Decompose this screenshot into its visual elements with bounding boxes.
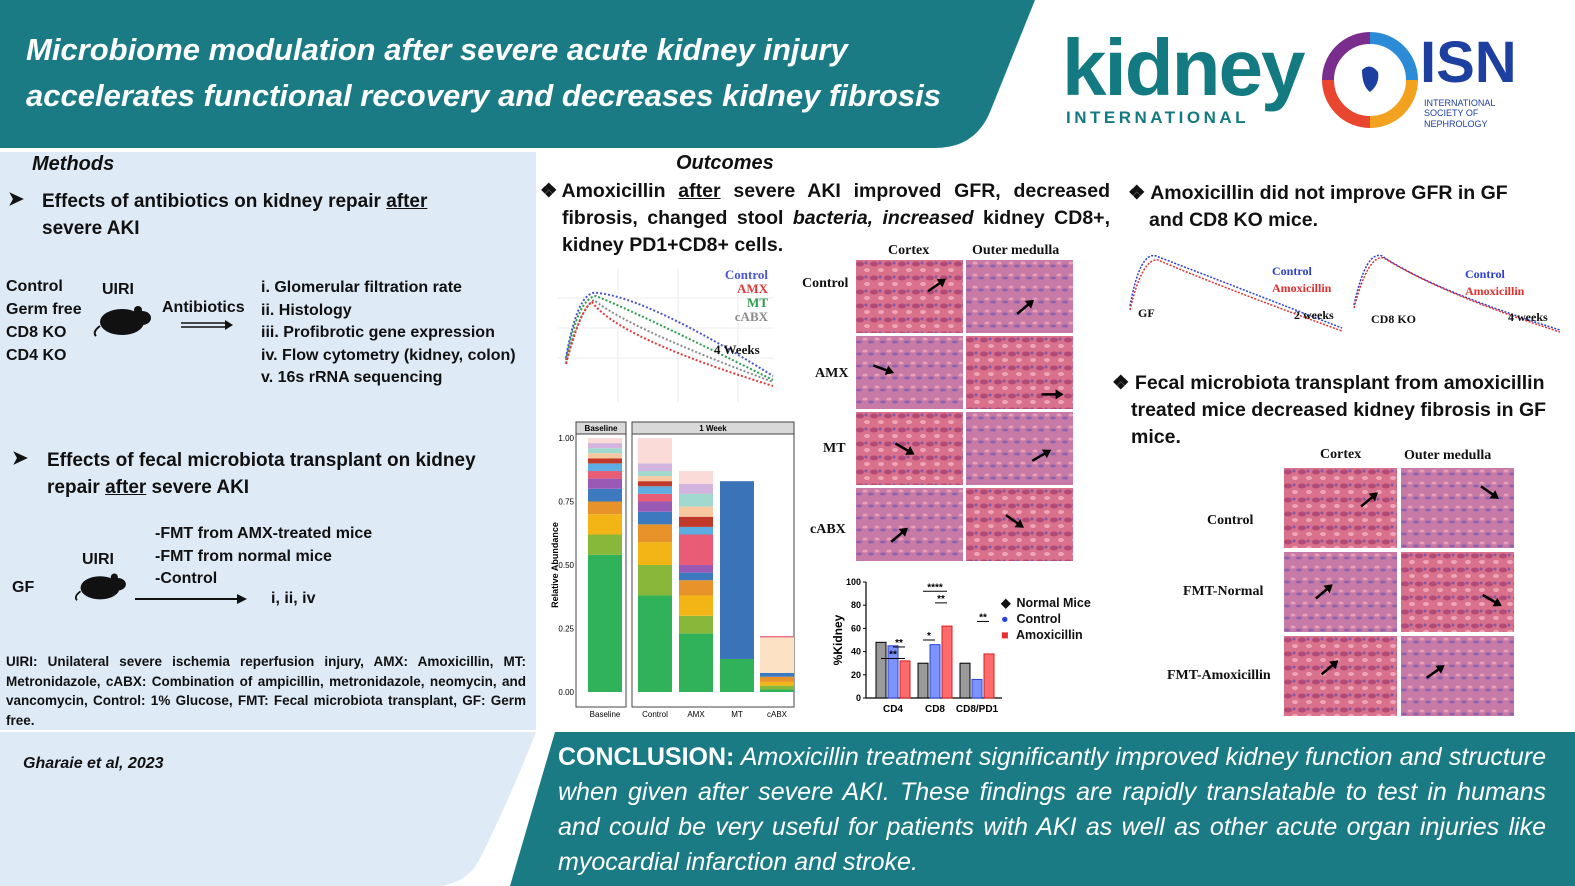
flow-bar [972, 679, 982, 698]
x-tick-label: Baseline [589, 710, 621, 719]
histology1-row-control: Control [802, 276, 849, 291]
group-germ-free: Germ free [6, 301, 82, 318]
y-axis-label: Relative Abundance [550, 522, 560, 608]
abundance-segment [760, 636, 794, 637]
methods-item2: Effects of fecal microbiota transplant on kidney repair after severe AKI [47, 450, 476, 498]
abundance-segment [588, 489, 622, 502]
abundance-segment [760, 673, 794, 677]
histology1-row-amx: AMX [815, 366, 849, 381]
methods-item1: Effects of antibiotics on kidney repair after severe AKI [42, 191, 428, 239]
right-arrow-icon [135, 593, 247, 605]
significance-label: ** [979, 612, 987, 624]
histology-tile [966, 412, 1073, 485]
flow-bar [876, 642, 886, 698]
arrow-bullet-icon: ➤ [12, 448, 28, 469]
abundance-segment [588, 514, 622, 534]
fmt-normal: -FMT from normal mice [155, 547, 332, 565]
gfr-plot-legend [720, 268, 768, 324]
diamond-bullet-icon: ❖ [540, 180, 558, 202]
histology-tile [1284, 552, 1397, 632]
histology-tile [966, 336, 1073, 409]
measure-16s: v. 16s rRNA sequencing [261, 369, 443, 386]
histology2-row-control: Control [1207, 513, 1254, 528]
abundance-segment [679, 634, 713, 692]
abundance-segment [638, 463, 672, 471]
flow-bar [930, 645, 940, 698]
histology2-row-fmt-amoxicillin: FMT-Amoxicillin [1167, 668, 1271, 683]
histology1-col-cortex: Cortex [888, 243, 930, 258]
histology-tile [1401, 468, 1514, 548]
y-tick-label: 0.25 [558, 624, 574, 634]
square-marker-icon: ■ [1001, 628, 1009, 642]
x-tick-label: Control [642, 710, 668, 719]
histology-tile [966, 488, 1073, 561]
abundance-segment [588, 443, 622, 448]
group-cd8-ko: CD8 KO [6, 324, 67, 341]
histology-tile [1401, 552, 1514, 632]
abundance-segment [760, 686, 794, 690]
abundance-segment [638, 438, 672, 463]
histology1-row-mt: MT [823, 441, 846, 456]
y-tick-label: 60 [850, 623, 861, 634]
abbreviations-footnote: UIRI: Unilateral severe ischemia reperfusion injury, AMX: Amoxicillin, MT: Metronidazole, cABX: Combination of ampicillin, metronidazole, neomycin, and vancomycin, Control: 1% Glucose, FMT: Fecal microbiota transplant, GF: Germ free. [6, 654, 526, 728]
poster-title-line1: Microbiome modulation after severe acute kidney injury [26, 32, 848, 67]
histology-tile [856, 488, 963, 561]
flow-bar [918, 663, 928, 698]
significance-label: ** [895, 637, 903, 649]
histology-tile [1284, 468, 1397, 548]
y-tick-label: 0.50 [558, 561, 574, 570]
panel-label: Baseline [584, 424, 618, 433]
kidney-international-logo: kidney [1062, 23, 1304, 112]
abundance-segment [679, 573, 713, 581]
circle-marker-icon: ● [1001, 612, 1009, 626]
abundance-segment [638, 565, 672, 595]
y-tick-label: 100 [845, 577, 861, 587]
antibiotics-label: Antibiotics [162, 299, 245, 316]
abundance-segment [588, 463, 622, 471]
legend-mt: MT [747, 295, 768, 310]
isn-logo-subtitle: INTERNATIONAL SOCIETY OF NEPHROLOGY [1424, 98, 1496, 129]
measure-histology: ii. Histology [261, 301, 352, 319]
abundance-segment [588, 502, 622, 515]
measure-gfr: i. Glomerular filtration rate [261, 279, 462, 296]
abundance-segment [638, 524, 672, 542]
abundance-segment [638, 595, 672, 692]
histology-tile [1401, 636, 1514, 716]
abundance-segment [638, 481, 672, 486]
outcome-amx-after-aki: ❖ Amoxicillin after severe AKI improved GFR, decreased fibrosis, changed stool bacteria, increased kidney CD8+, kidney PD1+CD8+ cells. [540, 180, 1110, 256]
y-tick-label: 20 [850, 669, 861, 680]
arrow-bullet-icon: ➤ [8, 189, 24, 210]
flow-bar [960, 663, 970, 698]
x-tick-label: CD4 [882, 704, 904, 715]
histology1-row-cabx: cABX [810, 522, 846, 537]
abundance-segment [588, 535, 622, 555]
flow-cytometry-chart [826, 574, 1006, 716]
abundance-segment [588, 448, 622, 453]
fmt-amx: -FMT from AMX-treated mice [155, 525, 373, 542]
outcome-gf-cd8ko: ❖ Amoxicillin did not improve GFR in GF and CD8 KO mice. [1128, 182, 1508, 231]
abundance-segment [638, 486, 672, 494]
isn-emblem-icon [1322, 32, 1418, 128]
abundance-segment [760, 689, 794, 692]
diamond-bullet-icon: ❖ [1128, 182, 1146, 204]
y-tick-label: 0.75 [558, 497, 574, 507]
gfr-cd8ko-legend: Control Amoxicillin [1465, 267, 1525, 298]
uiri-label: UIRI [102, 281, 134, 298]
flow-bar [942, 626, 952, 698]
abundance-segment [679, 616, 713, 634]
histology-tile [856, 412, 963, 485]
abundance-segment [588, 453, 622, 458]
y-axis-label: %Kidney [831, 614, 845, 666]
y-tick-label: 80 [850, 600, 861, 611]
abundance-segment [638, 471, 672, 476]
abundance-segment [679, 484, 713, 494]
gfr-gf-legend: Control Amoxicillin [1272, 264, 1332, 295]
conclusion-text: CONCLUSION: Amoxicillin treatment significantly improved kidney function and structure when given after severe AKI. These findings are rapidly translatable to test in humans and could be very useful for patients with AKI as well as other acute organ injuries like myocardial infarction and stroke. [558, 743, 1546, 876]
abundance-segment [588, 479, 622, 489]
uiri-label-2: UIRI [82, 551, 114, 568]
abundance-segment [679, 517, 713, 527]
abundance-segment [679, 494, 713, 507]
gfr-plot-time-label: 4 Weeks [714, 342, 760, 357]
abundance-segment [588, 555, 622, 692]
fmt-result: i, ii, iv [271, 590, 316, 607]
abundance-segment [679, 565, 713, 573]
group-control: Control [6, 278, 63, 295]
panel-label: 1 Week [699, 424, 727, 433]
abundance-segment [638, 494, 672, 502]
x-tick-label: CD8 [924, 704, 946, 715]
outcome-fmt: ❖ Fecal microbiota transplant from amoxicillin treated mice decreased kidney fibrosis in GF mice. [1112, 372, 1547, 448]
header-banner [0, 0, 1035, 148]
methods-heading: Methods [32, 153, 115, 175]
abundance-segment [588, 458, 622, 463]
abundance-segment [679, 595, 713, 615]
y-tick-label: 0 [855, 693, 861, 703]
flow-chart-legend: ◆ Normal Mice ● Control ■ Amoxicillin [1001, 596, 1091, 642]
gf-label: GF [12, 579, 35, 596]
histology2-col-cortex: Cortex [1320, 447, 1362, 462]
significance-label: ** [937, 593, 945, 605]
gfr-cd8ko-label: CD8 KO [1371, 312, 1416, 326]
x-tick-label: CD8/PD1 [955, 704, 999, 715]
abundance-segment [679, 471, 713, 484]
group-cd4-ko: CD4 KO [6, 347, 67, 364]
fmt-list [155, 523, 372, 591]
legend-amx: AMX [736, 281, 768, 296]
histology-tile [1284, 636, 1397, 716]
x-tick-label: AMX [687, 710, 705, 719]
abundance-segment [588, 471, 622, 479]
y-tick-label: 40 [850, 646, 861, 657]
histology-tile [966, 260, 1073, 333]
legend-cabx: cABX [734, 309, 768, 324]
y-tick-label: 0.00 [558, 688, 574, 697]
flow-bar [900, 661, 910, 698]
poster-title-line2: accelerates functional recovery and decreases kidney fibrosis [26, 78, 941, 113]
gfr-gf-label: GF [1138, 306, 1155, 320]
abundance-segment [638, 476, 672, 481]
histology2-row-fmt-normal: FMT-Normal [1183, 584, 1264, 599]
fmt-control: -Control [155, 570, 218, 587]
measures-list [261, 277, 516, 390]
abundance-segment [720, 659, 754, 692]
diamond-marker-icon: ◆ [1001, 596, 1011, 610]
measure-gene-expression: iii. Profibrotic gene expression [261, 324, 495, 341]
abundance-segment [679, 527, 713, 535]
gfr-gf-time: 2 weeks [1294, 308, 1334, 322]
x-tick-label: MT [731, 710, 743, 719]
mouse-groups [6, 275, 82, 367]
outcomes-heading: Outcomes [676, 152, 774, 174]
histology-tile [856, 260, 963, 333]
citation: Gharaie et al, 2023 [23, 755, 164, 772]
histology-tile [856, 336, 963, 409]
relative-abundance-chart [548, 420, 798, 722]
flow-bar [984, 654, 994, 698]
significance-label: * [927, 631, 931, 642]
right-arrow-icon [181, 320, 233, 332]
mouse-icon [92, 302, 154, 338]
diamond-bullet-icon: ❖ [1112, 372, 1130, 394]
x-tick-label: cABX [766, 710, 788, 719]
kidney-international-subtitle: INTERNATIONAL [1066, 108, 1250, 127]
abundance-segment [760, 677, 794, 682]
abundance-segment [638, 502, 672, 512]
legend-control: Control [724, 267, 768, 282]
mouse-icon [72, 570, 130, 602]
abundance-segment [638, 512, 672, 525]
measure-flow-cytometry: iv. Flow cytometry (kidney, colon) [261, 346, 516, 364]
abundance-segment [760, 637, 794, 673]
y-tick-label: 1.00 [558, 434, 574, 443]
abundance-segment [679, 507, 713, 517]
abundance-segment [679, 535, 713, 565]
histology1-col-outer-medulla: Outer medulla [972, 243, 1060, 258]
isn-logo-text: ISN [1420, 30, 1517, 95]
significance-label: ** [889, 649, 897, 661]
abundance-segment [720, 481, 754, 659]
significance-label: **** [927, 582, 943, 594]
abundance-segment [679, 580, 713, 595]
gfr-cd8ko-time: 4 weeks [1508, 310, 1548, 324]
abundance-segment [760, 682, 794, 686]
histology2-col-outer-medulla: Outer medulla [1404, 448, 1492, 463]
abundance-segment [638, 542, 672, 565]
conclusion-label: CONCLUSION: [558, 743, 735, 771]
abundance-segment [588, 438, 622, 443]
